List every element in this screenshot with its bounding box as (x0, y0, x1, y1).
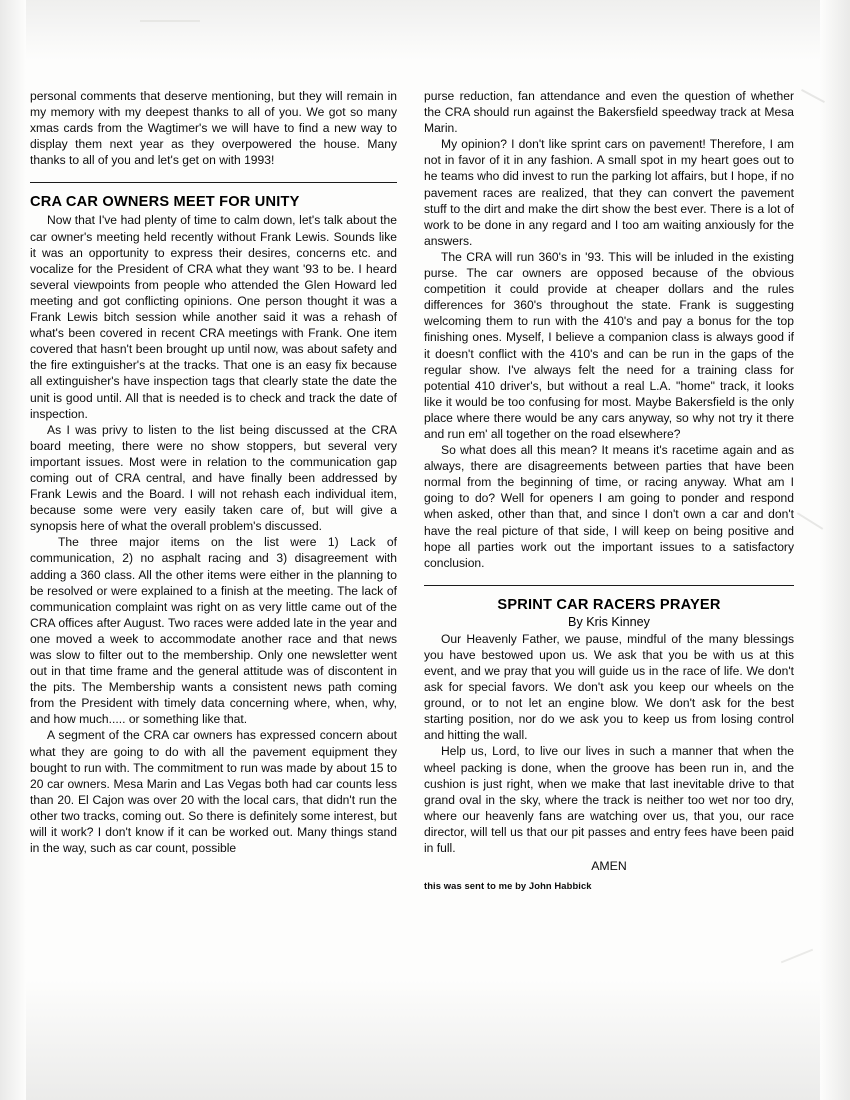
left-paragraph-2: As I was privy to listen to the list being discussed at the CRA board meeting, there were no show stoppers, but several very important issues. Most were in relation to the communication gap coming out of CRA central, and have finally been addressed by Frank Lewis and the Board. I will not rehash each individual item, because some were very easily taken care of, but will give a synopsis here of what the overall problem's discussed. (30, 422, 397, 534)
prayer-amen: AMEN (591, 859, 627, 874)
left-paragraph-4: A segment of the CRA car owners has expressed concern about what they are going to do with all the pavement equipment they bought to run with. The commitment to run was made by about 15 to 20 car owners. Mesa Marin and Las Vegas both had car counts less than 20. El Cajon was over 20 with the local cars, that didn't run the other two tracks, coming out. So there is definitely some interest, but will it work? I don't know if it can be worked out. Many things stand in the way, such as car count, possible (30, 728, 397, 856)
left-paragraph-3: The three major items on the list were 1) Lack of communication, 2) no asphalt racing and 3) disagreement with adding a 360 class. All the other items were either in the planning to be resolved or were explained to a finish at the meeting. The lack of communication complaint was right on as very little came out of the CRA offices after August. Two races were added late in the year and one moved a week to accommodate another race and that news was slow to filter out to the membership. Only one newsletter went out in that time frame and the general attitude was of discontent in the pits. The Membership wants a consistent news path coming from the President with timely data concerning where, when, why, and how much..... or something like that. (30, 535, 397, 727)
scan-artifact-mark (140, 20, 200, 22)
right-paragraph-2: The CRA will run 360's in '93. This will be inluded in the existing purse. The car owners are opposed because of the obvious competition it could provide at cheaper dollars and the rules differences for 360's throughout the state. Frank is suggesting welcoming them to run with the 410's and pay a bonus for the top finishing ones. Myself, I believe a companion class is always good if it doesn't conflict with the 410's and can be run in the gaps of the regular show. I've always felt the need for a training class for potential 410 driver's, but without a real L.A. "home" track, it looks like it would be too confusing for most. Maybe Bakersfield is the only place where there would be any cars anyway, so why not try it there and run em' all together on the road elsewhere? (424, 249, 794, 441)
article-heading: CRA CAR OWNERS MEET FOR UNITY (30, 194, 300, 211)
left-continued-paragraph: personal comments that deserve mentioning, but they will remain in my memory with my deepest thanks to all of you. We got so many xmas cards from the Wagtimer's we will have to find a new way to display them next year as they overpowered the house. Many thanks to all of you and let's get on with 1993! (30, 89, 397, 168)
scan-shadow-bottom (0, 980, 850, 1100)
two-column-body (30, 88, 820, 894)
prayer-byline: By Kris Kinney (568, 614, 650, 629)
section-divider (30, 182, 397, 183)
right-continued-paragraph: purse reduction, fan attendance and even the question of whether the CRA should run against the Bakersfield speedway track at Mesa Marin. (424, 89, 794, 136)
scan-shadow-left (0, 0, 26, 1100)
scan-shadow-top (0, 0, 850, 60)
prayer-paragraph-2: Help us, Lord, to live our lives in such a manner that when the wheel packing is done, when the groove has been run in, and the cushion is just right, when we make that last inevitable drive to that grand oval in the sky, where the track is neither too wet nor too dry, where our heavenly fans are watching over us, that you, our race director, will tell us that our pit passes and entry fees have been paid in full. (424, 744, 794, 856)
right-paragraph-3: So what does all this mean? It means it's racetime again and as always, there are disagreements between parties that have been normal from the beginning of time, or racing anyway. What am I going to do? Well for openers I am going to ponder and respond when asked, other than that, and since I don't own a car and don't have the real picture of that side, I will keep on being positive and hope all parties work out the important issues to a satisfactory conclusion. (424, 443, 794, 570)
scan-shadow-right (820, 0, 850, 1100)
section-divider (424, 585, 794, 586)
left-paragraph-1: Now that I've had plenty of time to calm down, let's talk about the car owner's meeting held recently without Frank Lewis. Sounds like it was an opportunity to express their desires, concerns etc. and vocalize for the President of CRA what they want '93 to be. I heard several viewpoints from people who attended the Glen Howard led meeting and got conflicting opinions. One person thought it was a Frank Lewis bitch session while another said it was a rehash of what's been covered in recent CRA meetings with Frank. One item covered that hasn't been brought up until now, was about safety and the fire extinguisher's at the tracks. That one is an easy fix because all extinguisher's have inspection tags that clearly state the date the unit is good until. All that is needed is to check and track the date of inspection. (30, 213, 397, 421)
prayer-credit: this was sent to me by John Habbick (424, 880, 592, 892)
prayer-heading: SPRINT CAR RACERS PRAYER (497, 596, 721, 613)
right-paragraph-1: My opinion? I don't like sprint cars on pavement! Therefore, I am not in favor of it in any fashion. A small spot in my heart goes out to he teams who did invest to run the parking lot affairs, but I hope, if no pavement races are realized, that they can convert the pavement stuff to the dirt and make the dirt show the best ever. There is a lot of work to be done in any regard and I too am waiting anxiously for the answers. (424, 137, 794, 248)
scan-artifact-mark (781, 949, 813, 964)
right-column (424, 88, 794, 894)
left-column (30, 88, 397, 894)
prayer-paragraph-1: Our Heavenly Father, we pause, mindful of the many blessings you have bestowed upon us. We ask that you be with us at this event, and we pray that you will guide us in the race of life. We don't ask for special favors. We don't ask you keep our wheels on the ground, or to not let an engine blow. We don't ask for the best starting position, nor do we ask you to keep us from losing control and hitting the wall. (424, 631, 794, 743)
